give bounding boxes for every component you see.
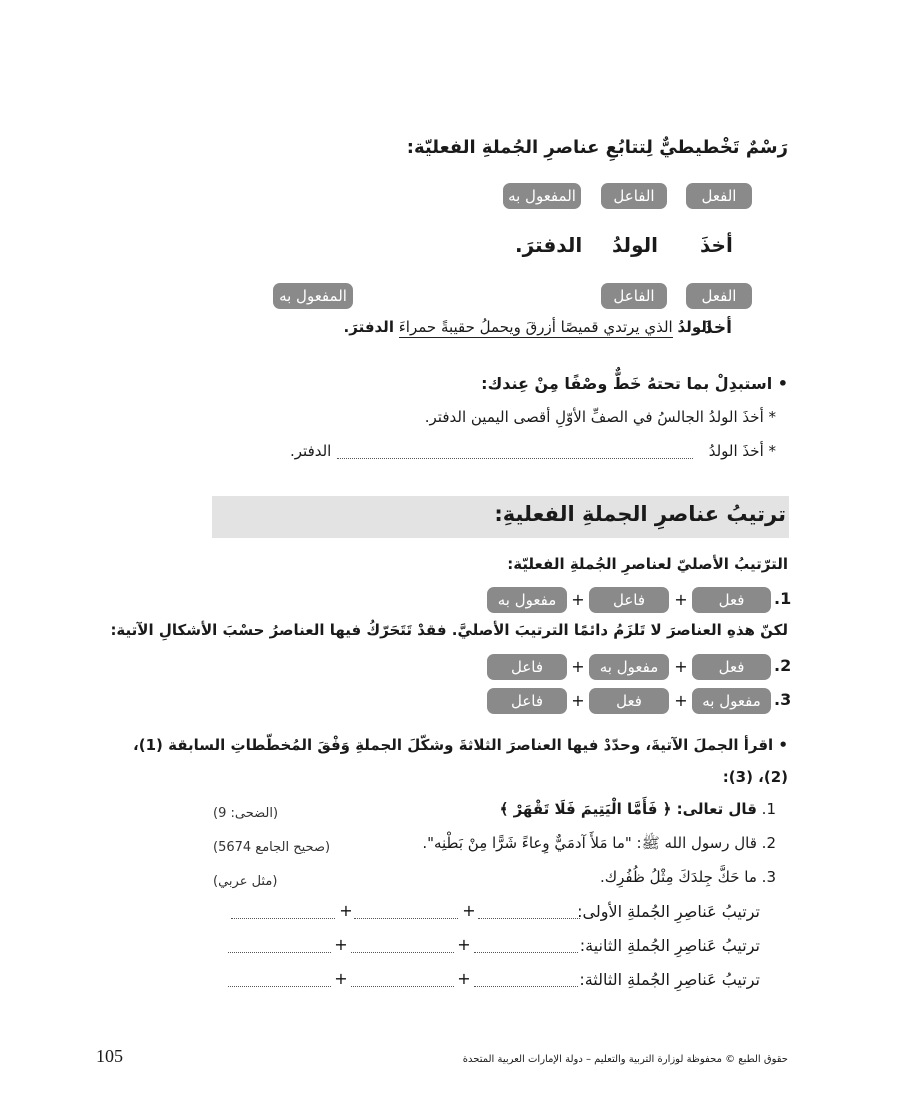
plus-sign: + (571, 691, 585, 710)
plus-sign: + (334, 969, 348, 988)
answer-blank[interactable] (337, 458, 693, 459)
example2-sentence (344, 318, 712, 336)
label-object: المفعول به (503, 183, 581, 209)
exercise2-instruction-2: (2)، (3): (722, 768, 788, 786)
plus-sign: + (674, 590, 688, 609)
plus-sign: + (462, 901, 476, 920)
label-subject-2: الفاعل (601, 283, 667, 309)
example2-object: الدفترَ. (343, 318, 394, 336)
order1-object: مفعول به (487, 587, 567, 613)
order-label-2: ترتيبُ عَناصِرِ الجُملةِ الثانية: (579, 936, 760, 955)
example2-description: الذي يرتدي قميصًا أزرقَ ويحملُ حقيبةً حمراءَ (398, 318, 673, 336)
label-verb-2: الفعل (686, 283, 752, 309)
answer-blank[interactable] (474, 952, 578, 953)
sentence-1-source: (الضحى: 9) (213, 806, 279, 821)
sentence-2 (422, 834, 776, 856)
plus-sign: + (334, 935, 348, 954)
order2-object: مفعول به (589, 654, 669, 680)
order-number-2: 2. (774, 656, 792, 675)
exercise2-instruction-1 (133, 736, 788, 754)
bullet: • (777, 374, 788, 393)
plus-sign: + (457, 969, 471, 988)
sentence-text: قال تعالى: ﴿ فَأَمَّا الْيَتِيمَ فَلَا تَقْهَرْ ﴾ (499, 800, 757, 818)
exercise1-line2-end: الدفتر. (290, 442, 332, 460)
plus-sign: + (674, 657, 688, 676)
sentence-3 (600, 868, 776, 886)
answer-blank[interactable] (231, 918, 335, 919)
order3-verb: فعل (589, 688, 669, 714)
exercise2-instruction-text: اقرأ الجملَ الآتيةَ، وحدّدْ فيها العناصرَ الثلاثةَ وشكّلَ الجملةِ وَفْقَ المُخطّطاتِ السابقة (1)، (133, 736, 774, 754)
sentence-text: قال رسول الله ﷺ: "ما مَلأَ آدمَيٌّ وِعاءً شَرًّا مِنْ بَطْنِه". (422, 834, 757, 852)
plus-sign: + (571, 657, 585, 676)
order1-verb: فعل (692, 587, 771, 613)
exercise1-instruction-text: استبدِلْ بما تحتهُ خَطٌّ وصْفًا مِنْ عِندك: (481, 374, 773, 393)
sentence-3-source: (مثل عربي) (213, 874, 278, 889)
answer-blank[interactable] (474, 986, 578, 987)
exercise1-instruction (481, 374, 788, 393)
example1-object: الدفترَ. (515, 233, 583, 257)
example1-verb: أخذَ (700, 233, 733, 257)
sentence-number: 3. (761, 868, 776, 886)
order3-object: مفعول به (692, 688, 771, 714)
sentence-1 (500, 800, 776, 818)
label-object-2: المفعول به (273, 283, 353, 309)
plus-sign: + (674, 691, 688, 710)
exercise1-line1: * أخذَ الولدُ الجالسُ في الصفِّ الأوّلِ أقصى اليمين الدفتر. (424, 408, 776, 426)
original-order-title: الترّتيبُ الأصليّ لعناصرِ الجُملةِ الفعليّة: (507, 555, 788, 573)
order2-verb: فعل (692, 654, 771, 680)
label-verb: الفعل (686, 183, 752, 209)
answer-blank[interactable] (351, 952, 454, 953)
answer-blank[interactable] (228, 952, 331, 953)
order-label-1: ترتيبُ عَناصِرِ الجُملةِ الأولى: (577, 902, 760, 921)
sentence-2-source: (صحيح الجامع 5674) (213, 840, 331, 855)
section-title: ترتيبُ عناصرِ الجملةِ الفعليةِ: (494, 502, 786, 526)
copyright: حقوق الطبع © محفوظة لوزارة التربية والتعليم – دولة الإمارات العربية المتحدة (462, 1054, 788, 1065)
order3-subject: فاعل (487, 688, 567, 714)
order1-subject: فاعل (589, 587, 669, 613)
diagram-title: رَسْمٌ تَخْطيطيٌّ لِتتابُعِ عناصرِ الجُملةِ الفعليّة: (406, 137, 788, 158)
order2-subject: فاعل (487, 654, 567, 680)
answer-blank[interactable] (351, 986, 454, 987)
page-number: 105 (96, 1046, 123, 1066)
example1-subject: الولدُ (612, 233, 658, 257)
plus-sign: + (339, 901, 353, 920)
bullet: • (778, 736, 788, 754)
sentence-number: 1. (761, 800, 776, 818)
answer-blank[interactable] (228, 986, 331, 987)
order-note: لكنّ هذهِ العناصرَ لا تَلزَمُ دائمًا الترتيبَ الأصليَّ. فقدْ تَتَحَرّكُ فيها العناصرُ حسْبَ الأشكالِ الآتية: (110, 621, 788, 639)
order-number-3: 3. (774, 690, 792, 709)
exercise1-line2-start: * أخذَ الولدُ (708, 442, 776, 460)
answer-blank[interactable] (478, 918, 580, 919)
plus-sign: + (457, 935, 471, 954)
example2-subject: الولدُ (677, 318, 712, 336)
answer-blank[interactable] (354, 918, 458, 919)
label-subject: الفاعل (601, 183, 667, 209)
sentence-number: 2. (761, 834, 776, 852)
order-label-3: ترتيبُ عَناصِرِ الجُملةِ الثالثة: (579, 970, 760, 989)
example2-verb: أخذَ (704, 318, 732, 338)
order-number-1: 1. (774, 589, 792, 608)
plus-sign: + (571, 590, 585, 609)
sentence-text: ما حَكَّ جِلدَكَ مِثْلُ ظُفُرِك. (599, 868, 757, 886)
